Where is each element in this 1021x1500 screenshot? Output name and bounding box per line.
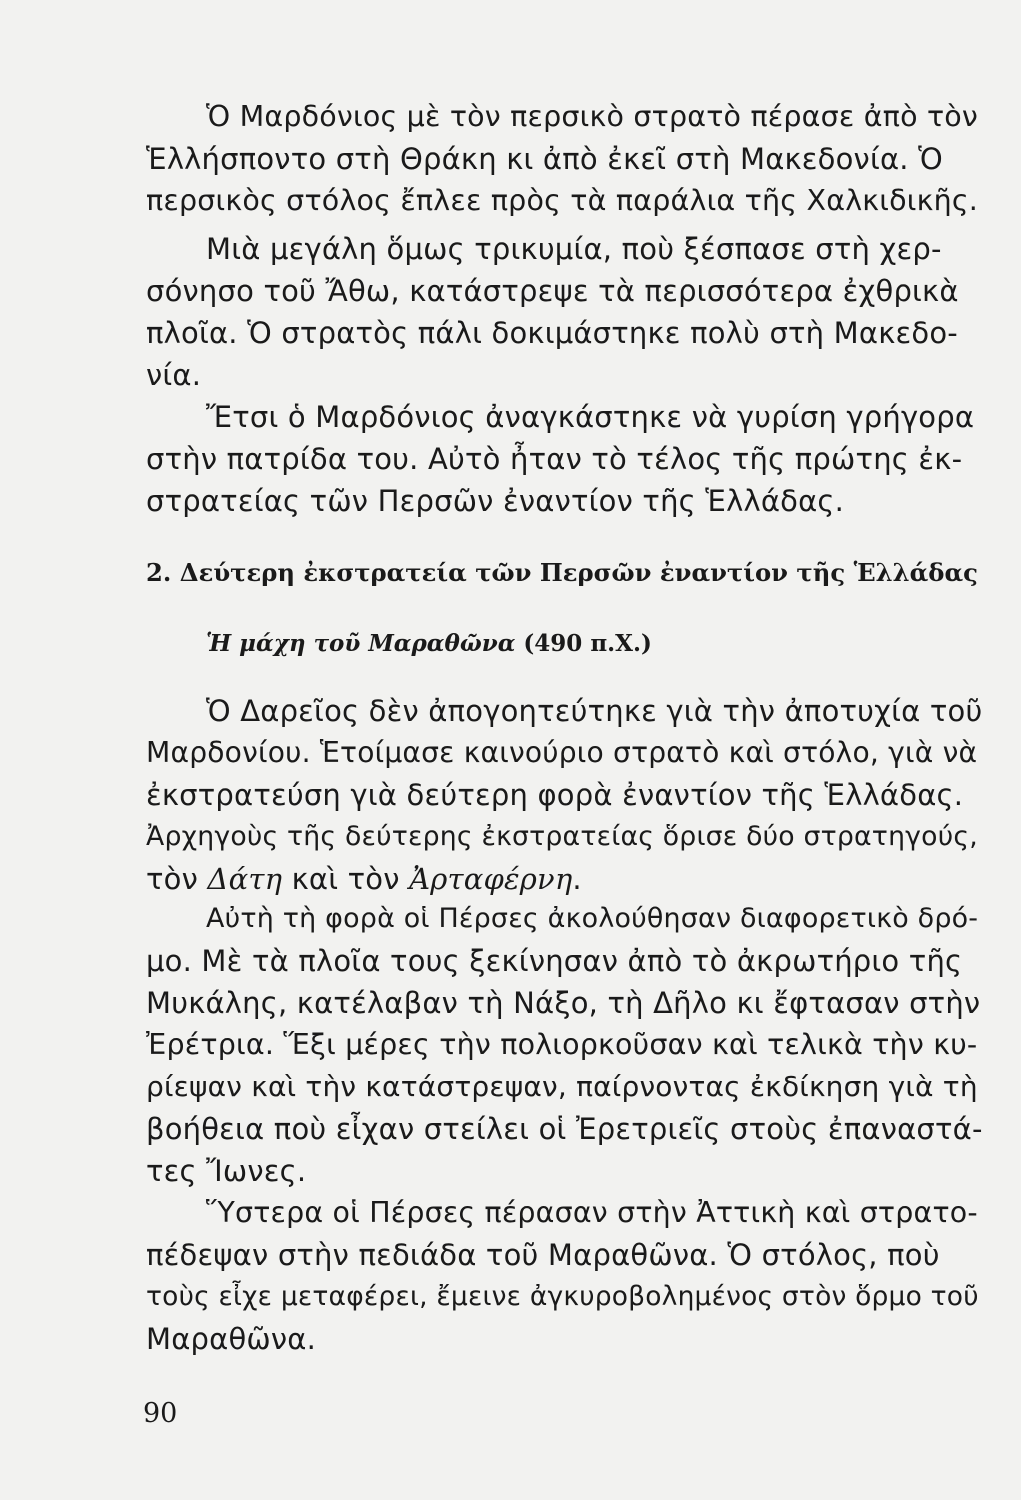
text-line: Ἑλλήσποντο στὴ Θράκη κι ἀπὸ ἐκεῖ στὴ Μακεδονία. Ὁ xyxy=(146,142,943,176)
text-line: Ἀρχηγοὺς τῆς δεύτερης ἐκστρατείας ὅρισε δύο στρατηγούς, xyxy=(146,821,978,852)
text-line: ἐκστρατεύση γιὰ δεύτερη φορὰ ἐναντίον τῆς Ἑλλάδας. xyxy=(146,778,964,812)
text-line: Ὁ Μαρδόνιος μὲ τὸν περσικὸ στρατὸ πέρασε ἀπὸ τὸν xyxy=(206,100,979,133)
text-fragment: καὶ τὸν xyxy=(282,862,410,896)
text-line: μο. Μὲ τὰ πλοῖα τους ξεκίνησαν ἀπὸ τὸ ἀκρωτήριο τῆς xyxy=(146,944,963,978)
text-line: νία. xyxy=(146,358,202,392)
text-line: στὴν πατρίδα του. Αὐτὸ ἦταν τὸ τέλος τῆς πρώτης ἐκ- xyxy=(146,442,963,476)
text-line: Μαραθῶνα. xyxy=(146,1322,317,1356)
text-line: Ὁ Δαρεῖος δὲν ἀπογοητεύτηκε γιὰ τὴν ἀποτυχία τοῦ xyxy=(206,694,983,728)
section-heading: 2. Δεύτερη ἐκστρατεία τῶν Περσῶν ἐναντίον τῆς Ἑλλάδας xyxy=(146,558,978,587)
subheading-title: Ἡ μάχη τοῦ Μαραθῶνα xyxy=(206,630,516,657)
text-line: Αὐτὴ τὴ φορὰ οἱ Πέρσες ἀκολούθησαν διαφορετικὸ δρό- xyxy=(206,903,979,934)
paragraph-4 xyxy=(146,690,986,900)
paragraph-3 xyxy=(146,396,986,522)
paragraph-5 xyxy=(146,898,986,1192)
text-line xyxy=(146,858,986,900)
text-fragment: τὸν xyxy=(146,862,208,896)
text-line: τες Ἴωνες. xyxy=(146,1154,307,1188)
text-line: ρίεψαν καὶ τὴν κατάστρεψαν, παίρνοντας ἐκδίκηση γιὰ τὴ xyxy=(146,1070,978,1103)
text-line: σόνησο τοῦ Ἄθω, κατάστρεψε τὰ περισσότερα ἐχθρικὰ xyxy=(146,274,959,308)
text-line: Μυκάλης, κατέλαβαν τὴ Νάξο, τὴ Δῆλο κι ἔφτασαν στὴν xyxy=(146,986,981,1020)
paragraph-1 xyxy=(146,96,986,222)
subheading-date: (490 π.Χ.) xyxy=(523,630,652,657)
text-line: Ἐρέτρια. Ἕξι μέρες τὴν πολιορκοῦσαν καὶ τελικὰ τὴν κυ- xyxy=(146,1028,978,1061)
text-line: πλοῖα. Ὁ στρατὸς πάλι δοκιμάστηκε πολὺ στὴ Μακεδο- xyxy=(146,316,958,350)
paragraph-6 xyxy=(146,1192,986,1360)
text-line: στρατείας τῶν Περσῶν ἐναντίον τῆς Ἑλλάδας. xyxy=(146,484,845,518)
person-name: Ἀρταφέρνη xyxy=(409,862,573,896)
text-line: πέδεψαν στὴν πεδιάδα τοῦ Μαραθῶνα. Ὁ στόλος, ποὺ xyxy=(146,1238,940,1272)
text-line: περσικὸς στόλος ἔπλεε πρὸς τὰ παράλια τῆς Χαλκιδικῆς. xyxy=(146,184,979,217)
text-line: τοὺς εἶχε μεταφέρει, ἔμεινε ἀγκυροβολημένος στὸν ὅρμο τοῦ xyxy=(146,1281,979,1312)
subheading xyxy=(206,630,652,657)
text-fragment: . xyxy=(572,862,582,896)
person-name: Δάτη xyxy=(207,862,283,896)
paragraph-2 xyxy=(146,228,986,396)
text-line: Μαρδονίου. Ἑτοίμασε καινούριο στρατὸ καὶ στόλο, γιὰ νὰ xyxy=(146,736,978,769)
text-line: Μιὰ μεγάλη ὅμως τρικυμία, ποὺ ξέσπασε στὴ χερ- xyxy=(206,232,942,266)
text-line: Ὕστερα οἱ Πέρσες πέρασαν στὴν Ἀττικὴ καὶ στρατο- xyxy=(206,1196,978,1229)
text-line: βοήθεια ποὺ εἶχαν στείλει οἱ Ἐρετριεῖς στοὺς ἐπαναστά- xyxy=(146,1112,983,1146)
text-line: Ἔτσι ὁ Μαρδόνιος ἀναγκάστηκε νὰ γυρίση γρήγορα xyxy=(206,400,975,434)
page-number: 90 xyxy=(143,1398,178,1429)
